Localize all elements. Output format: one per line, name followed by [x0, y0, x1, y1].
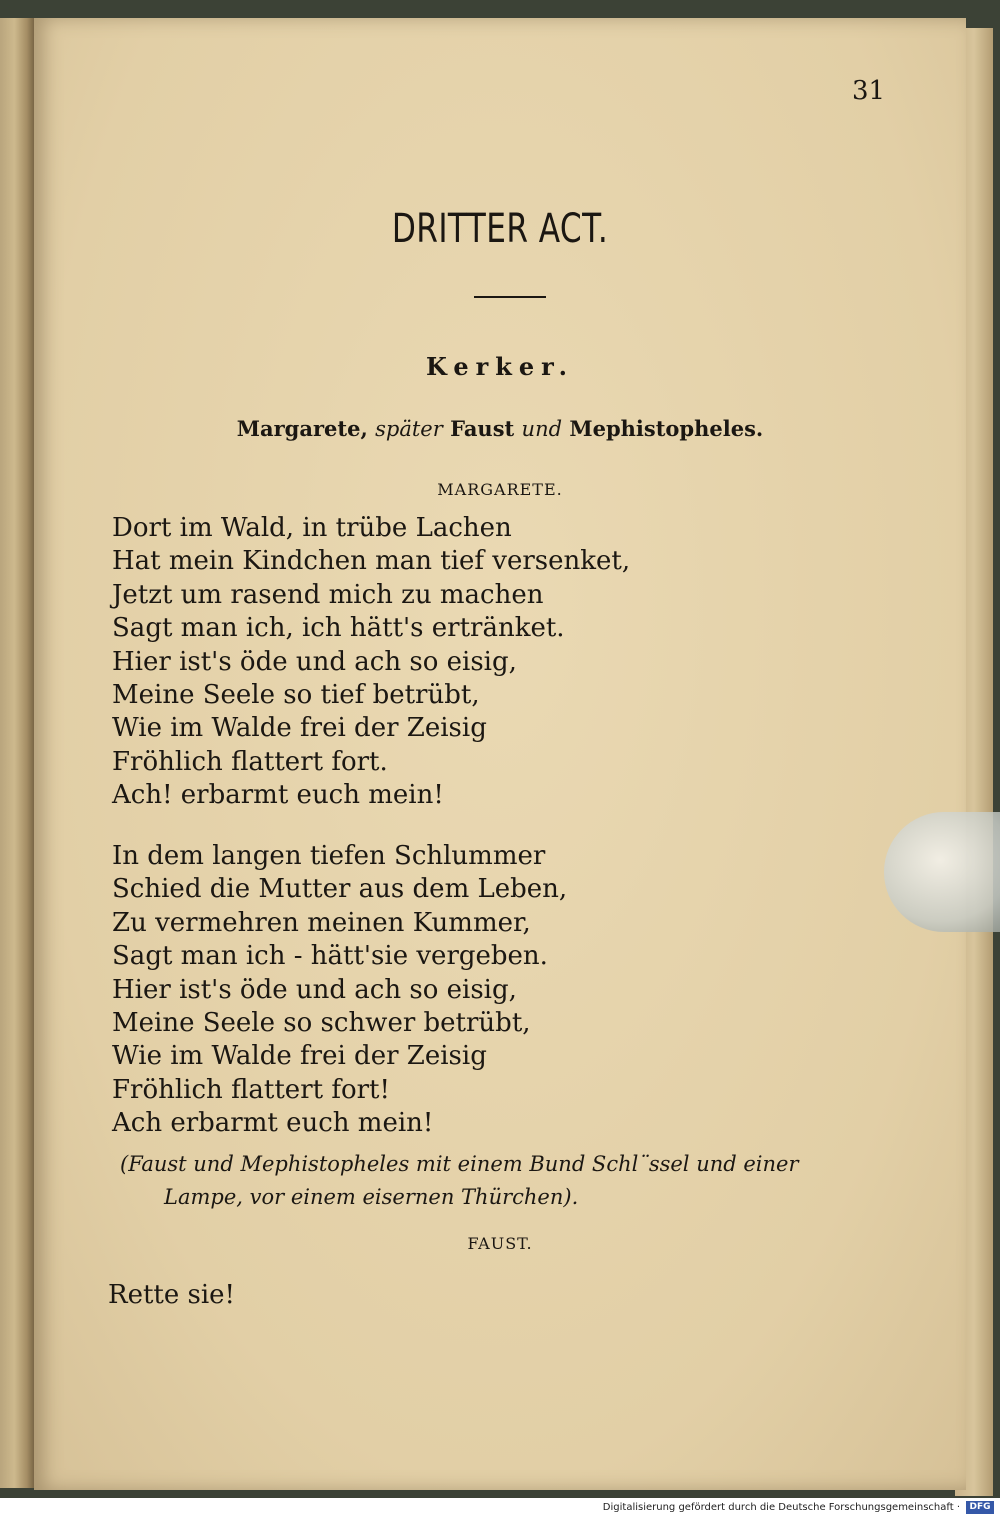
dfg-logo: DFG	[966, 1501, 994, 1514]
verse-line: Hat mein Kindchen man tief versenket,	[112, 546, 631, 577]
verse-line: Hier ist's öde und ach so eisig,	[112, 646, 517, 677]
faust-line: Rette sie!	[108, 1280, 236, 1310]
character-list	[34, 416, 966, 441]
connector-spaeter: später	[375, 417, 443, 441]
page-number: 31	[852, 76, 886, 106]
verse-line: Zu vermehren meinen Kummer,	[112, 907, 531, 938]
verse-line: Meine Seele so tief betrübt,	[112, 680, 480, 711]
previous-page-edge	[0, 18, 36, 1488]
speaker-margarete: MARGARETE.	[437, 480, 563, 499]
verse-line: Wie im Walde frei der Zeisig	[112, 1041, 487, 1072]
verse-line: Sagt man ich, ich hätt's ertränket.	[112, 613, 565, 644]
book-page	[34, 18, 966, 1490]
speaker-faust: FAUST.	[467, 1234, 533, 1253]
title-divider	[474, 296, 546, 298]
verse-line: Sagt man ich - hätt'sie vergeben.	[112, 941, 548, 972]
verse-line: Meine Seele so schwer betrübt,	[112, 1008, 531, 1039]
character-mephistopheles: Mephistopheles.	[569, 416, 764, 441]
stage-direction-line: Lampe, vor einem eisernen Thürchen).	[164, 1185, 579, 1209]
verse-stanza-1	[112, 512, 630, 813]
verse-line: Ach erbarmt euch mein!	[112, 1108, 434, 1139]
verse-stanza-2	[112, 840, 567, 1141]
verse-line: Wie im Walde frei der Zeisig	[112, 713, 487, 744]
verse-line: Fröhlich flattert fort!	[112, 1074, 390, 1105]
funding-notice: Digitalisierung gefördert durch die Deutsche Forschungsgemeinschaft ·	[602, 1502, 960, 1513]
verse-line: Schied die Mutter aus dem Leben,	[112, 874, 568, 905]
scene-title: Kerker.	[426, 352, 574, 381]
footer-bar	[0, 1498, 1000, 1518]
verse-line: Fröhlich flattert fort.	[112, 746, 388, 777]
verse-line: Ach! erbarmt euch mein!	[112, 780, 444, 811]
connector-und: und	[521, 417, 563, 441]
stage-direction-line: (Faust und Mephistopheles mit einem Bund Schl¨ssel und einer	[120, 1152, 799, 1176]
glass-weight-clip	[884, 812, 1000, 932]
verse-line: In dem langen tiefen Schlummer	[112, 841, 546, 871]
verse-line: Hier ist's öde und ach so eisig,	[112, 974, 517, 1005]
character-faust: Faust	[450, 416, 515, 441]
stage-direction	[120, 1148, 799, 1214]
act-title: DRITTER ACT.	[391, 206, 609, 252]
verse-line: Jetzt um rasend mich zu machen	[112, 579, 544, 610]
character-margarete: Margarete,	[236, 416, 368, 441]
verse-line: Dort im Wald, in trübe Lachen	[112, 513, 512, 543]
